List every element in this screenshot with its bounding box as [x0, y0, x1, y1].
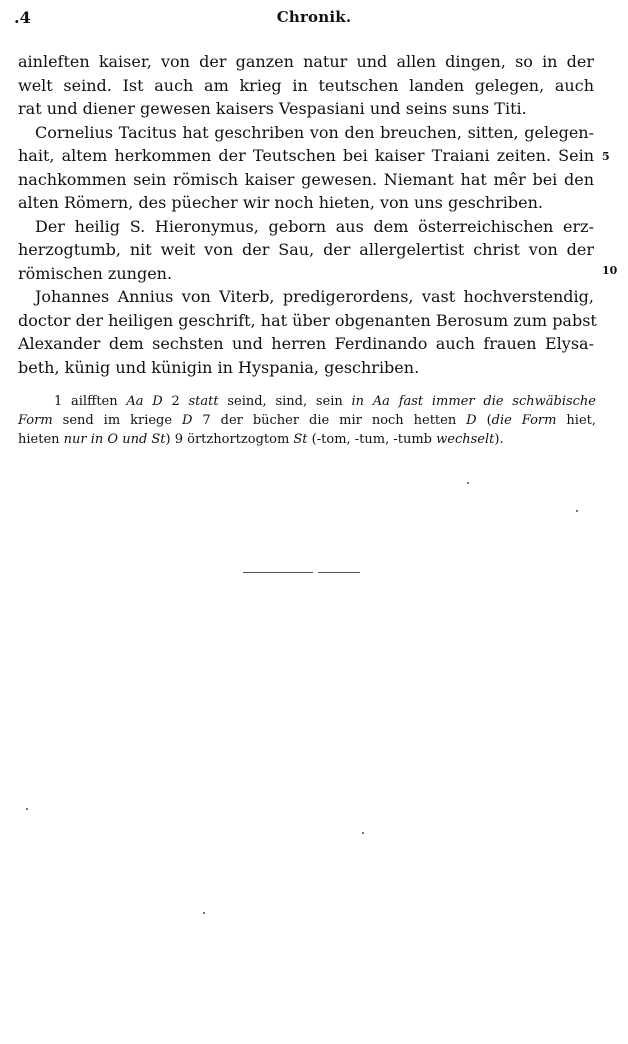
- text-line: ainleften kaiser, von der ganzen natur und allen dingen, so in der: [18, 52, 594, 71]
- scan-speck: [26, 808, 28, 810]
- scan-speck: [362, 832, 364, 834]
- text-line: doctor der heiligen geschrift, hat über obgenanten Berosum zum pabst: [18, 310, 597, 330]
- text-line: hait, altem herkommen der Teutschen bei kaiser Traiani zeiten. Sein: [18, 146, 594, 165]
- page-number: .4: [14, 8, 31, 27]
- text-line: beth, künig und künigin in Hyspania, geschriben.: [18, 357, 420, 377]
- page-end-rule: [318, 572, 360, 573]
- text-line: Cornelius Tacitus hat geschriben von den breuchen, sitten, gelegen-: [35, 122, 594, 142]
- running-title: Chronik.: [276, 8, 352, 26]
- text-line: rat und diener gewesen kaisers Vespasiani und seins suns Titi.: [18, 99, 527, 118]
- footnote-line: 1 ailfften Aa D 2 statt seind, sind, sein in Aa fast immer die schwäbische: [54, 394, 596, 409]
- text-line: herzogtumb, nit weit von der Sau, der allergelertist christ von der: [18, 240, 594, 259]
- page-end-rule: [243, 572, 313, 573]
- text-line: nachkommen sein römisch kaiser gewesen. Niemant hat mêr bei den: [18, 169, 594, 189]
- text-line: Der heilig S. Hieronymus, geborn aus dem österreichischen erz-: [35, 216, 594, 236]
- text-line: Johannes Annius von Viterb, predigerordens, vast hochverstendig,: [35, 287, 594, 306]
- footnote-line: hieten nur in O und St) 9 örtzhortzogtom St (-tom, -tum, -tumb wechselt).: [18, 432, 504, 447]
- text-line: alten Römern, des püecher wir noch hieten, von uns geschriben.: [18, 193, 544, 212]
- critical-apparatus: [18, 392, 596, 449]
- text-line: römischen zungen.: [18, 263, 173, 283]
- text-line: welt seind. Ist auch am krieg in teutschen landen gelegen, auch: [18, 75, 594, 95]
- text-line: Alexander dem sechsten und herren Ferdinando auch frauen Elysa-: [18, 334, 594, 353]
- footnote-line: Form send im kriege D 7 der bücher die mir noch hetten D (die Form hiet,: [18, 413, 596, 428]
- scan-speck: [576, 510, 578, 512]
- line-number-10: 10: [602, 264, 618, 277]
- scan-speck: [467, 482, 469, 484]
- chronicle-text: [18, 50, 597, 379]
- scan-speck: [203, 912, 205, 914]
- line-number-5: 5: [602, 150, 610, 163]
